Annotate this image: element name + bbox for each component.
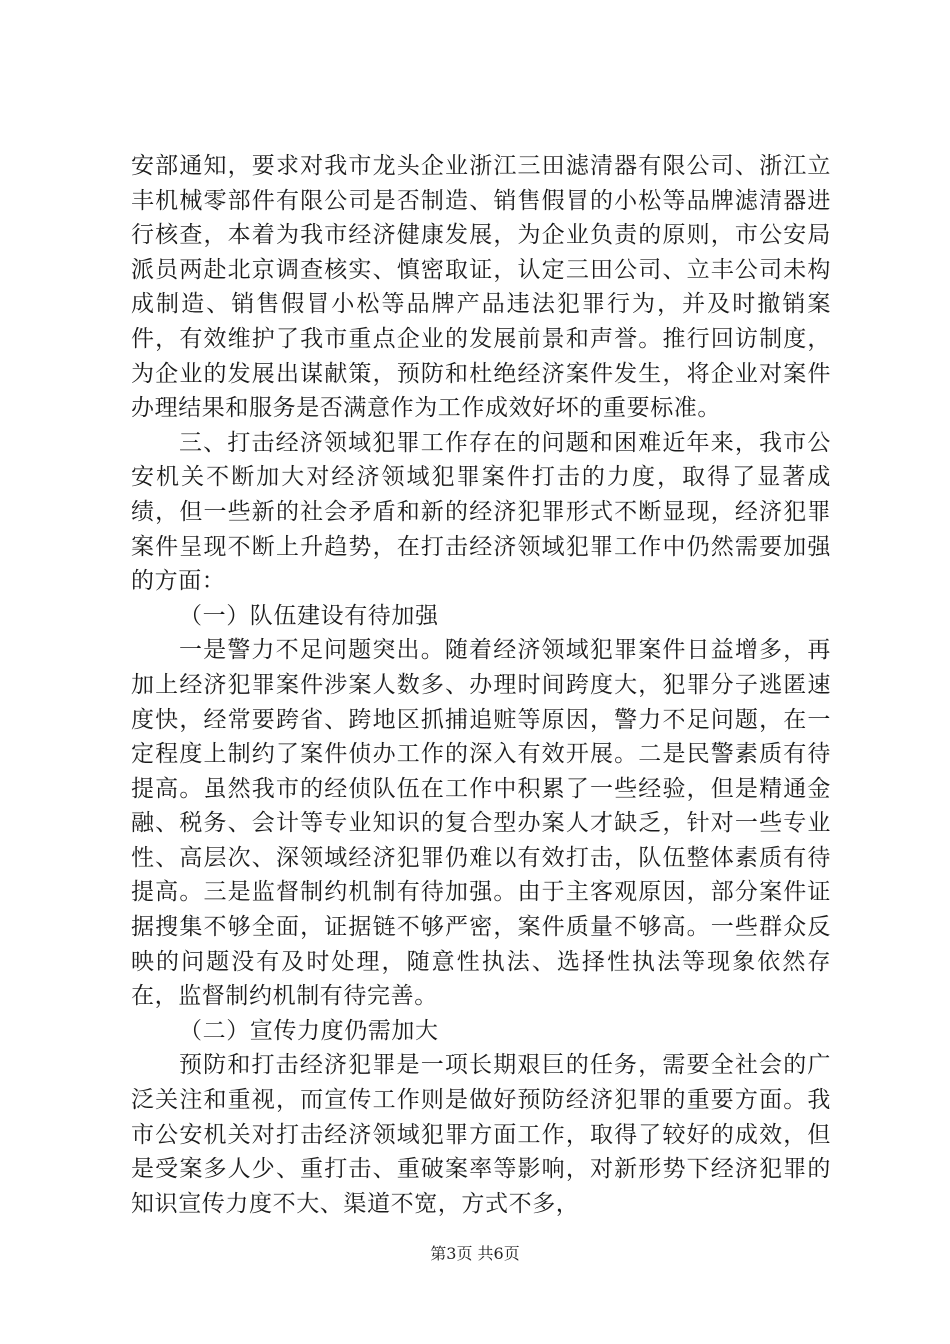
page-number-footer: 第3页 共6页 [430, 1244, 520, 1263]
document-body [131, 149, 831, 1221]
subheading-publicity: （二）宣传力度仍需加大 [179, 1017, 439, 1044]
paragraph-2-section-heading: 三、打击经济领域犯罪工作存在的问题和困难近年来，我市公安机关不断加大对经济领域犯罪案件打击的力度，取得了显著成绩，但一些新的社会矛盾和新的经济犯罪形式不断显现，经济犯罪案件呈现不断上升趋势，在打击经济领域犯罪工作中仍然需要加强的方面： [131, 429, 831, 595]
paragraph-3: 一是警力不足问题突出。随着经济领域犯罪案件日益增多，再加上经济犯罪案件涉案人数多、办理时间跨度大，犯罪分子逃匿速度快，经常要跨省、跨地区抓捕追赃等原因，警力不足问题，在一定程度上制约了案件侦办工作的深入有效开展。二是民警素质有待提高。虽然我市的经侦队伍在工作中积累了一些经验，但是精通金融、税务、会计等专业知识的复合型办案人才缺乏，针对一些专业性、高层次、深领域经济犯罪仍难以有效打击，队伍整体素质有待提高。三是监督制约机制有待加强。由于主客观原因，部分案件证据搜集不够全面，证据链不够严密，案件质量不够高。一些群众反映的问题没有及时处理，随意性执法、选择性执法等现象依然存在，监督制约机制有待完善。 [131, 637, 831, 1010]
paragraph-1: 安部通知，要求对我市龙头企业浙江三田滤清器有限公司、浙江立丰机械零部件有限公司是否制造、销售假冒的小松等品牌滤清器进行核查，本着为我市经济健康发展，为企业负责的原则，市公安局派员两赴北京调查核实、慎密取证，认定三田公司、立丰公司未构成制造、销售假冒小松等品牌产品违法犯罪行为，并及时撤销案件，有效维护了我市重点企业的发展前景和声誉。推行回访制度，为企业的发展出谋献策，预防和杜绝经济案件发生，将企业对案件办理结果和服务是否满意作为工作成效好坏的重要标准。 [131, 153, 831, 422]
subheading-team-building: （一）队伍建设有待加强 [179, 602, 439, 629]
paragraph-4: 预防和打击经济犯罪是一项长期艰巨的任务，需要全社会的广泛关注和重视，而宣传工作则是做好预防经济犯罪的重要方面。我市公安机关对打击经济领域犯罪方面工作，取得了较好的成效，但是受案多人少、重打击、重破案率等影响，对新形势下经济犯罪的知识宣传力度不大、渠道不宽，方式不多， [131, 1052, 831, 1217]
